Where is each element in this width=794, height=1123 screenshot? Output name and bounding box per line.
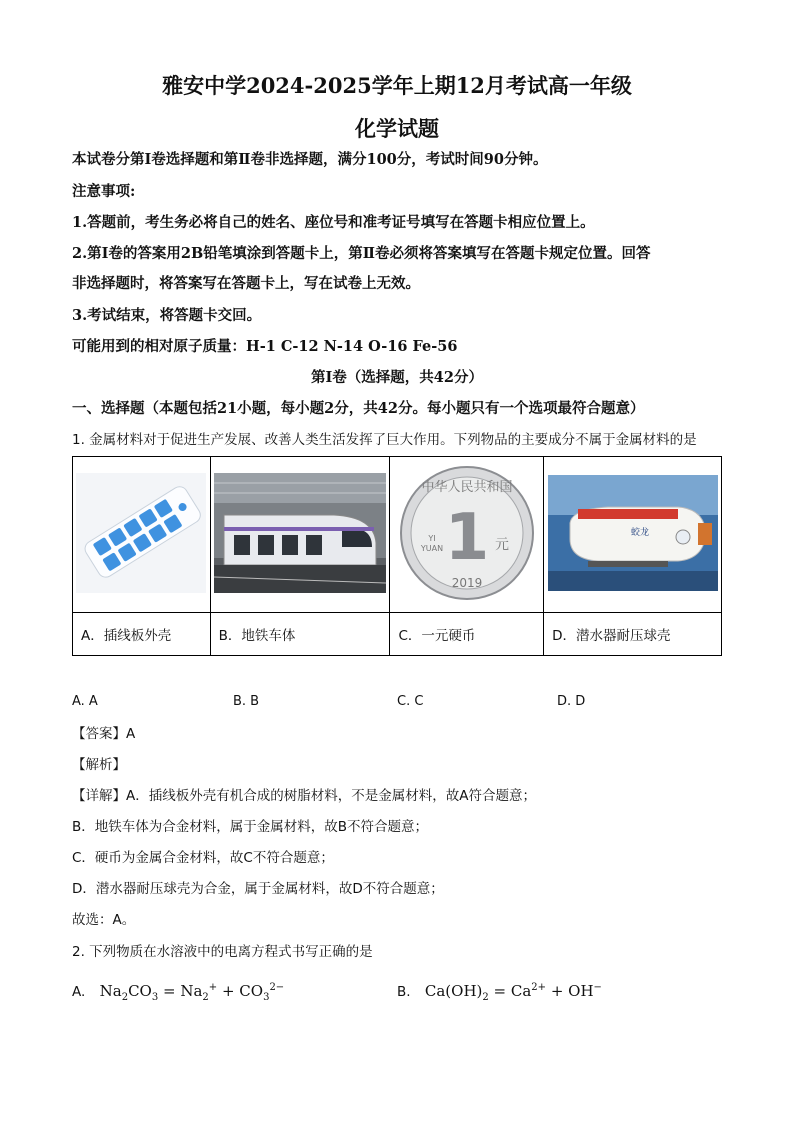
note-3: 3.考试结束，将答题卡交回。 [72,307,262,324]
analysis-label: 【解析】 [72,757,126,773]
equation-b: $Ca(OH)_2 = Ca^{2+} + OH^-$ [424,982,602,1003]
coin-char: 元 [494,536,509,553]
option-a-label: A．插线板外壳 [73,613,211,656]
note-2b: 非选择题时，将答案写在答题卡上，写在试卷上无效。 [72,275,420,292]
conclusion: 故选：A。 [72,912,136,928]
detail-2: B．地铁车体为合金材料，属于金属材料，故B不符合题意； [72,819,429,835]
notice-title: 注意事项: [72,183,136,200]
detail-1: 【详解】A．插线板外壳有机合成的树脂材料，不是金属材料，故A符合题意； [72,788,536,804]
subway-train-image [214,473,386,593]
question-2-option-b [397,982,602,1003]
power-strip-image [76,473,206,593]
option-c-image-cell [390,457,544,613]
option-d-label: D．潜水器耐压球壳 [544,613,722,656]
answer: 【答案】A [72,726,136,742]
note-1: 1.答题前，考生务必将自己的姓名、座位号和准考证号填写在答题卡相应位置上。 [72,214,595,231]
coin-top-text: 中华人民共和国 [421,479,513,495]
question-1-options-table [72,456,722,656]
submersible-image [548,475,718,591]
option-b-letter: B. [397,984,411,1000]
section-instructions: 一、选择题（本题包括21小题，每小题2分，共42分。每小题只有一个选项最符合题意） [72,400,645,417]
detail-3: C．硬币为金属合金材料，故C不符合题意； [72,850,334,866]
detail-4: D．潜水器耐压球壳为合金，属于金属材料，故D不符合题意； [72,881,444,897]
option-a-image-cell [73,457,211,613]
section-heading: 第Ⅰ卷（选择题，共42分） [311,369,483,386]
submersible-label: 蛟龙 [630,527,649,538]
question-2-option-a [72,982,284,1003]
option-b-image-cell [210,457,390,613]
option-d-image-cell [544,457,722,613]
choice-a: A. A [72,694,98,709]
question-1-stem: 1. 金属材料对于促进生产发展、改善人类生活发挥了巨大作用。下列物品的主要成分不属于金属材料的是 [72,432,697,448]
question-2-stem: 2. 下列物质在水溶液中的电离方程式书写正确的是 [72,944,373,960]
coin-year: 2019 [451,575,483,590]
option-b-label: B．地铁车体 [210,613,390,656]
coin-yuan: YUAN [420,543,443,553]
choice-b: B. B [233,694,260,709]
equation-a: $Na_2CO_3 = Na_2^+ + CO_3^{2-}$ [99,982,285,1003]
atomic-masses: 可能用到的相对原子质量：H-1 C-12 N-14 O-16 Fe-56 [72,338,458,355]
coin-digit: 1 [444,500,490,575]
option-a-letter: A. [72,984,86,1000]
option-c-label: C．一元硬币 [390,613,544,656]
intro-line: 本试卷分第Ⅰ卷选择题和第Ⅱ卷非选择题，满分100分，考试时间90分钟。 [72,151,548,168]
choice-d: D. D [557,694,586,709]
one-yuan-coin-image [394,463,540,603]
exam-title: 雅安中学2024-2025学年上期12月考试高一年级 [162,73,632,98]
choice-c: C. C [397,694,424,709]
note-2a: 2.第Ⅰ卷的答案用2B铅笔填涂到答题卡上，第Ⅱ卷必须将答案填写在答题卡规定位置。回答 [72,245,651,262]
coin-yi: YI [428,533,436,543]
exam-subtitle: 化学试题 [355,116,439,141]
